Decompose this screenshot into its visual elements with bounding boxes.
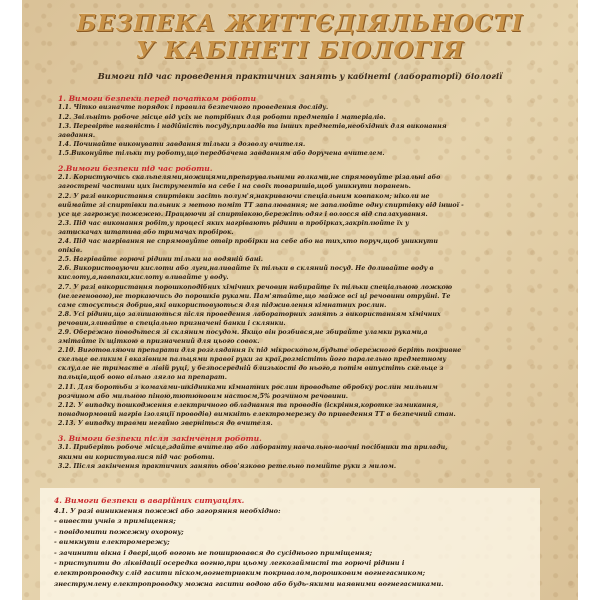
rule-line: 2.1. Користуючись скальпелями,ножицями,препарувальними голками,не спрямовуйте різальні або <box>58 174 441 182</box>
rule-line: - вивести учнів з приміщення; <box>54 517 176 526</box>
rule-line: 2.3. Під час виконання робіт,у процесі яких нагрівають рідини в пробірках,закріплюйте їх у <box>58 219 409 227</box>
rule-line: скельце великим і вказівним пальцями правої руки за краї,розмістіть його паралельно предметному <box>58 356 447 364</box>
section-title: 3. Вимоги безпеки після закінчення роботи. <box>58 434 262 443</box>
section-title: 2.Вимоги безпеки під час роботи. <box>58 163 213 173</box>
rule-line: 2.5. Нагрівайте горючі рідини тільки на водяній бані. <box>58 256 264 264</box>
rule-line: якими ви користувалися під час роботи. <box>58 453 215 461</box>
section-after-work <box>58 434 528 471</box>
poster-subtitle: Вимоги під час проведення практичних занять у кабінеті (лабораторії) біології <box>97 71 503 81</box>
section-before-work <box>58 94 528 158</box>
rule-line: затискачах штатива або тримачах пробірок. <box>58 228 234 236</box>
rule-line: 4.1. У разі виникнення пожежі або загоряння необхідно: <box>54 507 281 515</box>
rule-line: 2.13. У випадку травми негайно зверніться до вчителя. <box>58 419 273 427</box>
rule-line: - приступити до ліквідації осередка вогню,при цьому легкозаймисті та горючі рідини і <box>54 559 405 568</box>
rule-line: - вимкнути електромережу; <box>54 538 170 547</box>
section-emergency <box>40 488 540 600</box>
rule-line: пальців,щоб воно вільно лягло на препарат. <box>58 374 227 382</box>
rule-line: 1.5.Виконуйте тільки ту роботу,що передбачена завданням або доручена вчителем. <box>58 149 385 157</box>
rule-line: 2.7. У разі використання порошкоподібних хімічних речовин набирайте їх тільки спеціальною ложкою <box>58 283 453 291</box>
rule-line: 2.12. У випадку пошкодження електричного обладнання та проводів (іскріння,коротке замикання, <box>58 401 439 409</box>
rule-line: виймайте зі спиртівки пальник з метою поміт ТТ запалювання; не запалюйте одну спиртівку від іншої - <box>58 201 464 209</box>
rule-line: (нелегеновою),не торкаючись до порошків руками. Пам'ятайте,що майже всі ці речовини отруйні. Те <box>58 292 451 300</box>
rule-line: 1.2. Звільніть робоче місце від усіх не потрібних для роботи предметів і матеріалів. <box>58 113 386 121</box>
rule-line: кислоту,а,навпаки,кислоту вливайте у воду. <box>58 274 229 282</box>
section-title: 4. Вимоги безпеки в аварійних ситуаціях. <box>54 496 245 505</box>
rule-line: 2.6. Використовуючи кислоти або луги,наливайте їх тільки в скляний посуд. Не доливайте воду в <box>58 265 434 273</box>
rule-line: усе це загрожує пожежею. Працюючи зі спиртівкою,бережіть одяг і волосся від спалахування. <box>58 210 428 218</box>
rule-line: змітайте їх щіткою в призначений для цього совок. <box>58 338 260 346</box>
rule-line: 2.4. Під час нагрівання не спрямовуйте отвір пробірки на себе або на тих,хто поруч,щоб уникнути <box>58 238 438 246</box>
rule-line: 3.2. Після закінчення практичних занять обов'язково ретельно помийте руки з милом. <box>58 462 397 470</box>
section-during-work <box>58 164 528 428</box>
rules-content <box>58 94 528 471</box>
rule-line: речовин,зливайте в спеціально призначені банки і склянки. <box>58 319 286 327</box>
rule-line: саме стосується добрив,які використовуються для підживлення кімнатних рослин. <box>58 301 387 309</box>
rule-line: завдання. <box>58 131 96 139</box>
rule-line: 2.11. Для боротьби з комахами-шкідниками кімнатних рослин проводьте обробку рослин мильним <box>58 383 438 391</box>
rule-line: електропроводку слід гасити піском,вогнетривким покривалом,порошковим вогнегасником; <box>54 569 426 578</box>
rule-line: 3.1. Приберіть робоче місце,здайте вчителю або лаборанту навчально-наочні посібники та прилади, <box>58 444 448 452</box>
rule-line: 2.2. У разі використання спиртівки засіть полум'я,накриваючи спеціальним ковпаком; ніколи не <box>58 192 430 200</box>
rule-line: 2.9. Обережно поводьтеся зі скляним посудом. Якщо він розбився,не збирайте уламки руками,а <box>58 328 428 336</box>
rule-line: 2.8. Усі рідини,що залишаються після проведення лабораторних занять з використанням хімічних <box>58 310 441 318</box>
rule-line: 1.4. Починайте виконувати завдання тільки з дозволу вчителя. <box>58 140 306 148</box>
rule-line: 1.3. Перевірте наявність і надійність посуду,приладів та інших предметів,необхідних для виконання <box>58 122 447 130</box>
rule-line: загострені частини цих інструментів на себе і на своїх товаришів,щоб уникнути поранень. <box>58 183 411 191</box>
rule-line: понаднормовий нагрів ізоляції проводів) вимкніть електромережу до приведення ТТ в безпечний стан. <box>58 410 456 418</box>
rule-line: 1.1. Чітко визначте порядок і правила безпечного проведення досліду. <box>58 104 329 112</box>
rule-line: - зачинити вікна і двері,щоб вогонь не поширювався до сусіднього приміщення; <box>54 548 373 557</box>
rule-line: 2.10. Виготовляючи препарати для розглядання їх під мікроскопом,будьте обережного беріть покривне <box>58 347 462 355</box>
rule-line: склу,але не тримаєте в лівій руці, у безпосередній близькості до нього,а потім випустіть скельце з <box>58 365 444 373</box>
section-title: 1. Вимоги безпеки перед початком роботи <box>58 94 256 103</box>
rule-line: опіків. <box>58 247 83 255</box>
poster-title-line2: У КАБІНЕТІ БІОЛОГІЯ <box>135 37 465 64</box>
rule-line: розчином або мильною піною,тютюновим настоєм,5% розчином речовини. <box>58 392 348 400</box>
poster-title-line1: БЕЗПЕКА ЖИТТЄДІЯЛЬНОСТІ <box>76 10 524 37</box>
rule-line: знеструмлену електропроводку можна гасити водою або будь-якими наявними вогнегасниками. <box>54 579 444 588</box>
rule-line: - повідомити пожежну охорону; <box>54 527 184 536</box>
